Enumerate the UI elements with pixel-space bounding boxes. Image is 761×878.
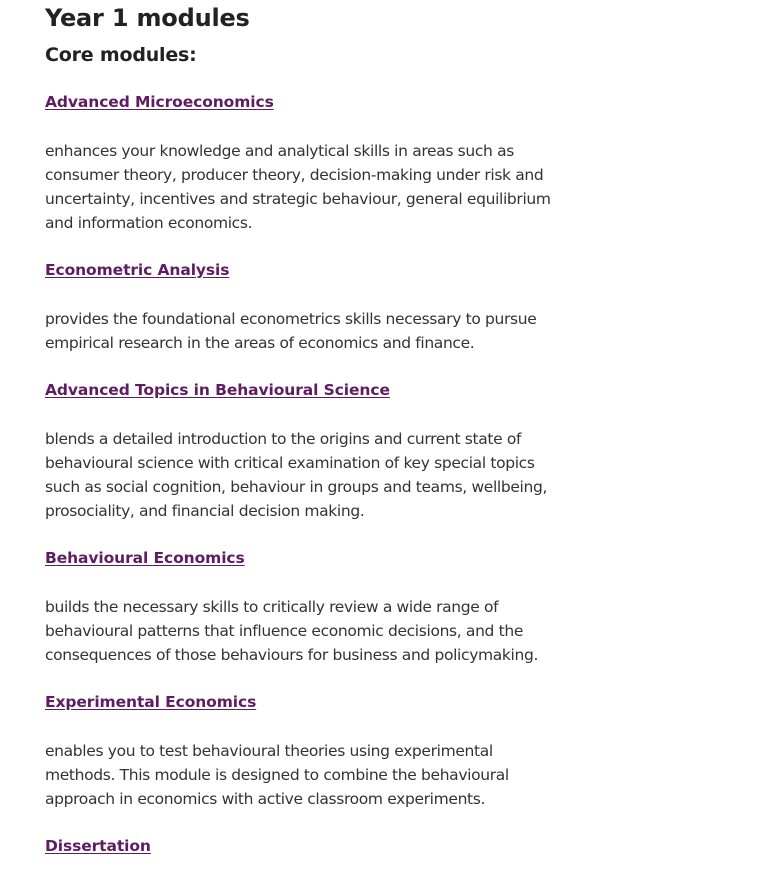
module-description: blends a detailed introduction to the origins and current state of behavioural science with critical examination of key special topics such as social cognition, behaviour in groups and teams, wellbeing, prosociality, and financial decision making. bbox=[45, 430, 548, 520]
page-title: Year 1 modules bbox=[45, 4, 250, 32]
module-link-experimental-economics[interactable]: Experimental Economics bbox=[45, 693, 257, 711]
module-description: enhances your knowledge and analytical skills in areas such as consumer theory, producer theory, decision-making under risk and uncertainty, incentives and strategic behaviour, general equilibrium and information economics. bbox=[45, 142, 551, 232]
module-link-advanced-topics-behavioural-science[interactable]: Advanced Topics in Behavioural Science bbox=[45, 381, 390, 399]
module-description: builds the necessary skills to critically review a wide range of behavioural patterns that influence economic decisions, and the consequences of those behaviours for business and policymaking. bbox=[45, 598, 539, 664]
module-description: enables you to test behavioural theories using experimental methods. This module is designed to combine the behavioural approach in economics with active classroom experiments. bbox=[45, 742, 509, 808]
module-link-advanced-microeconomics[interactable]: Advanced Microeconomics bbox=[45, 93, 274, 111]
section-subtitle: Core modules: bbox=[45, 44, 197, 66]
module-link-behavioural-economics[interactable]: Behavioural Economics bbox=[45, 549, 245, 567]
module-link-dissertation[interactable]: Dissertation bbox=[45, 837, 151, 855]
module-link-econometric-analysis[interactable]: Econometric Analysis bbox=[45, 261, 230, 279]
module-description: provides the foundational econometrics skills necessary to pursue empirical research in the areas of economics and finance. bbox=[45, 310, 537, 352]
